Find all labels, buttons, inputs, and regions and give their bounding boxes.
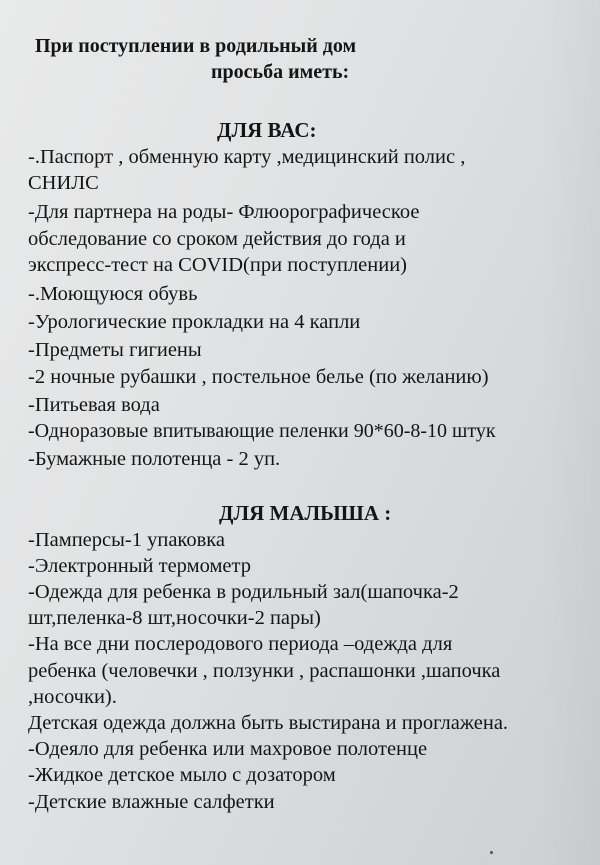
list-item: -Памперсы-1 упаковка (28, 529, 226, 551)
list-item: шт,пеленка-8 шт,носочки-2 пары) (28, 607, 321, 629)
list-item: -Жидкое детское мыло с дозатором (28, 764, 336, 786)
list-item: -.Моющуюся обувь (28, 283, 198, 305)
list-item: -Урологические прокладки на 4 капли (28, 311, 361, 333)
document-title-line2: просьба иметь: (211, 61, 350, 83)
list-item: СНИЛС (28, 172, 99, 194)
list-item: -На все дни послеродового периода –одежда для (28, 633, 453, 655)
list-item: -Питьевая вода (28, 394, 160, 416)
list-item: -.Паспорт , обменную карту ,медицинский полис , (28, 146, 466, 168)
paper-speck (490, 851, 493, 854)
document-title-line1: При поступлении в родильный дом (35, 35, 357, 57)
list-item: -Одеяло для ребенка или махровое полотенце (28, 738, 428, 760)
list-item: ребенка (человечки , ползунки , распашонки ,шапочка (28, 660, 501, 682)
list-item: -Детские влажные салфетки (28, 791, 275, 813)
section-heading-for-you: ДЛЯ ВАС: (217, 118, 317, 142)
section-heading-for-baby: ДЛЯ МАЛЫША : (219, 501, 392, 525)
list-item: Детская одежда должна быть выстирана и проглажена. (28, 712, 509, 734)
list-item: -2 ночные рубашки , постельное белье (по желанию) (28, 366, 489, 388)
paper-shadow (540, 0, 600, 865)
list-item: -Для партнера на роды- Флюорографическое (28, 201, 420, 223)
list-item: обследование со сроком действия до года и (28, 228, 406, 250)
list-item: ,носочки). (28, 686, 117, 708)
list-item: -Одежда для ребенка в родильный зал(шапочка-2 (28, 581, 459, 603)
list-item: -Электронный термометр (28, 555, 251, 577)
list-item: -Одноразовые впитывающие пеленки 90*60-8-10 штук (28, 420, 496, 442)
list-item: -Предметы гигиены (28, 339, 202, 361)
list-item: -Бумажные полотенца - 2 уп. (28, 448, 281, 470)
list-item: экспресс-тест на COVID(при поступлении) (28, 254, 408, 276)
